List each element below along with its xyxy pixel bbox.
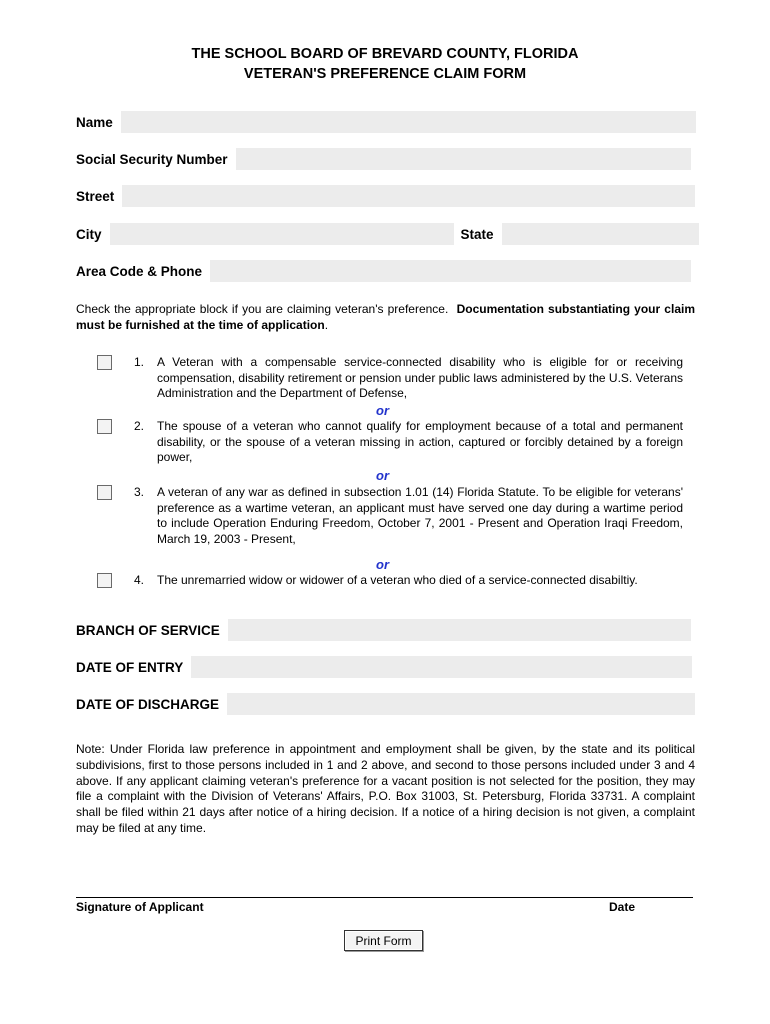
option-3-text: A veteran of any war as defined in subsection 1.01 (14) Florida Statute. To be eligible for veterans' preference as a wartime veteran, an applicant must have served one day during a wartime period to include Operation Enduring Freedom, October 7, 2001 - Present and Operation Iraqi Freedom, March 19, 2003 - Present, xyxy=(157,485,683,546)
or-separator: or xyxy=(376,557,389,572)
street-field[interactable] xyxy=(122,185,695,207)
branch-label: BRANCH OF SERVICE xyxy=(76,622,220,638)
instructions-text: Check the appropriate block if you are claiming veteran's preference. xyxy=(76,302,449,316)
phone-label: Area Code & Phone xyxy=(76,263,203,279)
city-state-row xyxy=(76,223,699,245)
city-field[interactable] xyxy=(110,223,454,245)
option-1-text: A Veteran with a compensable service-connected disability who is eligible for or receiving compensation, disability retirement or pension under public laws administered by the U.S. Veterans Administration and the Department of Defense, xyxy=(157,355,683,401)
ssn-field[interactable] xyxy=(236,148,691,170)
discharge-date-field[interactable] xyxy=(227,693,695,715)
ssn-label: Social Security Number xyxy=(76,151,228,167)
branch-row xyxy=(76,619,691,641)
signature-line[interactable] xyxy=(76,897,693,898)
entry-row xyxy=(76,656,692,678)
ssn-row xyxy=(76,148,691,170)
option-3-checkbox[interactable] xyxy=(97,485,112,500)
street-row xyxy=(76,185,695,207)
option-4-number: 4. xyxy=(134,573,145,587)
option-2-checkbox[interactable] xyxy=(97,419,112,434)
form-title: THE SCHOOL BOARD OF BREVARD COUNTY, FLORIDA xyxy=(191,46,579,62)
form-subtitle: VETERAN'S PREFERENCE CLAIM FORM xyxy=(243,66,527,82)
option-2-number: 2. xyxy=(134,419,145,433)
name-row xyxy=(76,111,696,133)
instructions-end: . xyxy=(324,318,329,332)
option-4-text: The unremarried widow or widower of a veteran who died of a service-connected disabiltiy. xyxy=(157,573,638,587)
phone-row xyxy=(76,260,691,282)
print-form-button[interactable]: Print Form xyxy=(344,930,423,951)
option-1-checkbox[interactable] xyxy=(97,355,112,370)
branch-field[interactable] xyxy=(228,619,691,641)
name-field[interactable] xyxy=(121,111,696,133)
option-4-checkbox[interactable] xyxy=(97,573,112,588)
option-1-number: 1. xyxy=(134,355,145,369)
option-2-text: The spouse of a veteran who cannot qualify for employment because of a total and permanent disability, or the spouse of a veteran missing in action, captured or forcibly detained by a foreign power, xyxy=(157,419,683,465)
entry-label: DATE OF ENTRY xyxy=(76,659,184,675)
or-separator: or xyxy=(376,468,389,483)
option-3-number: 3. xyxy=(134,485,145,499)
discharge-label: DATE OF DISCHARGE xyxy=(76,696,220,712)
state-field[interactable] xyxy=(502,223,699,245)
discharge-row xyxy=(76,693,695,715)
name-label: Name xyxy=(76,114,113,130)
signature-label: Signature of Applicant xyxy=(76,900,204,914)
phone-field[interactable] xyxy=(210,260,691,282)
city-label: City xyxy=(76,226,102,242)
date-label: Date xyxy=(609,900,636,914)
instructions-bold: Documentation substantiating your claim must be furnished at the time of application xyxy=(76,302,695,332)
legal-note: Note: Under Florida law preference in appointment and employment shall be given, by the state and its political subdivisions, first to those persons included in 1 and 2 above, and second to those persons included under 3 and 4 above. If any applicant claiming veteran's preference for a vacant position is not selected for the position, they may file a complaint with the Division of Veterans' Affairs, P.O. Box 31003, St. Petersburg, Florida 33731. A complaint shall be filed within 21 days after notice of a hiring decision. If a notice of a hiring decision is not given, a complaint may be filed at any time. xyxy=(76,742,695,835)
entry-date-field[interactable] xyxy=(191,656,692,678)
instructions xyxy=(76,301,695,333)
state-label: State xyxy=(460,226,494,242)
street-label: Street xyxy=(76,188,115,204)
or-separator: or xyxy=(376,403,389,418)
